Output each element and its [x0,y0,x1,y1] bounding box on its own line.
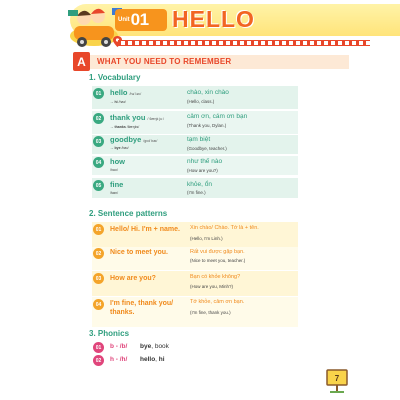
sentence-pattern: Hello/ Hi. I'm + name. [110,226,180,233]
sentence-example: (I'm fine, thank you.) [190,310,231,315]
vocab-example: (Goodbye, teacher.) [187,146,227,151]
vocab-vietnamese: cảm ơn, cám ơn bạn [187,113,248,120]
vocab-example: (How are you?) [187,168,218,173]
unit-label: Unit [118,17,130,23]
vocab-word: goodbye /ɡʊdˈbaɪ/ [110,135,158,144]
sentence-example: (How are you, Minh?) [190,284,234,289]
vocabulary-heading: 1. Vocabulary [89,73,141,82]
sentence-vietnamese: Rất vui được gặp bạn. [190,249,245,255]
sentence-patterns-heading: 2. Sentence patterns [89,209,168,218]
vocab-sub: /haʊ/ [110,168,118,172]
section-a-title: WHAT YOU NEED TO REMEMBER [97,57,232,66]
sentence-pattern: Nice to meet you. [110,249,168,256]
vocab-word: fine [110,180,124,189]
phonics-number: 02 [93,355,104,366]
vocab-number: 03 [93,136,104,147]
vocab-number: 05 [93,180,104,191]
sentence-number: 02 [93,248,104,259]
vocab-vietnamese: tạm biệt [187,136,211,143]
phonics-number: 01 [93,342,104,353]
vocab-example: (Hello, class.) [187,99,215,104]
vocab-sub: → thanks /θæŋks/ [110,125,140,129]
sentence-number: 03 [93,273,104,284]
vocab-sub: → hi /haɪ/ [110,100,126,104]
vocab-word: hello /həˈləʊ/ [110,88,142,97]
phonics-words: hello, hi [140,356,165,363]
vocab-vietnamese: chào, xin chào [187,89,229,96]
section-a-letter: A [73,52,90,71]
sentence-vietnamese: Bạn có khỏe không? [190,274,241,280]
vocab-number: 04 [93,157,104,168]
phonics-words: bye, book [140,343,169,350]
unit-title: HELLO [172,6,255,32]
vocab-example: (Thank you, Dylan.) [187,123,227,128]
vocab-word: how [110,157,125,166]
sentence-example: (Nice to meet you, teacher.) [190,258,246,263]
vocab-example: (I'm fine.) [187,190,206,195]
vocab-sub: /faɪn/ [110,191,119,195]
vocab-vietnamese: như thế nào [187,158,223,165]
sentence-number: 01 [93,224,104,235]
page-number: 7 [334,374,340,383]
vocab-vietnamese: khỏe, ổn [187,181,212,188]
sentence-pattern: I'm fine, thank you/ thanks. [110,300,174,317]
vocab-word: thank you /ˈθæŋk juː/ [110,113,164,122]
phonics-sound: h - /h/ [110,356,128,363]
sentence-vietnamese: Tớ khỏe, cảm ơn bạn. [190,299,245,305]
sentence-example: (Hello, I'm Linh.) [190,236,223,241]
phonics-heading: 3. Phonics [89,329,130,338]
sentence-pattern: How are you? [110,275,156,282]
unit-badge [115,9,167,31]
vocab-number: 02 [93,113,104,124]
page-number-sign-icon [325,368,349,394]
decorative-track-divider [118,40,370,46]
sentence-vietnamese: Xin chào/ Chào. Tớ là + tên. [190,225,259,231]
vocab-sub: → bye /baɪ/ [110,146,129,150]
sentence-number: 04 [93,299,104,310]
unit-number: 01 [130,10,149,29]
phonics-sound: b - /b/ [110,343,128,350]
vocab-number: 01 [93,88,104,99]
